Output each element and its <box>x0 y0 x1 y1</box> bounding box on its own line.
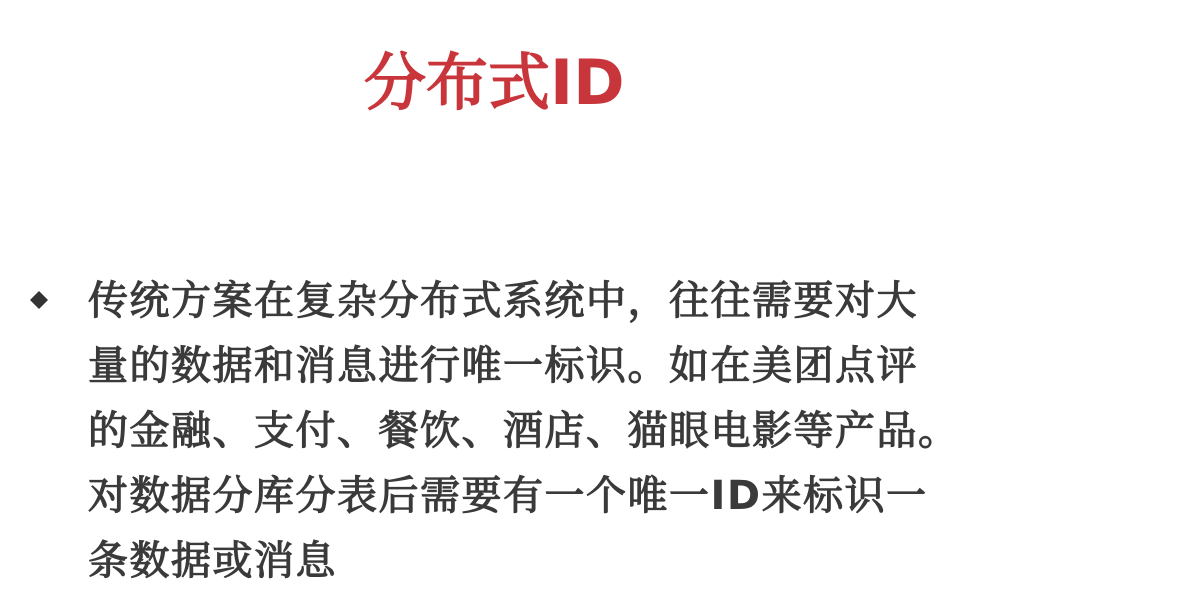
slide-title: 分布式ID <box>364 46 625 119</box>
bullet-line-5: 条数据或消息 <box>88 538 337 584</box>
bullet-line-4: 对数据分库分表后需要有一个唯一ID来标识一 <box>88 473 928 519</box>
bullet-line-3: 的金融、支付、餐饮、酒店、猫眼电影等产品。 <box>88 408 960 454</box>
bullet-paragraph <box>88 269 1048 594</box>
diamond-bullet-icon <box>30 291 48 309</box>
bullet-line-1: 传统方案在复杂分布式系统中，往往需要对大 <box>88 278 918 324</box>
bullet-line-2: 量的数据和消息进行唯一标识。如在美团点评 <box>88 343 918 389</box>
